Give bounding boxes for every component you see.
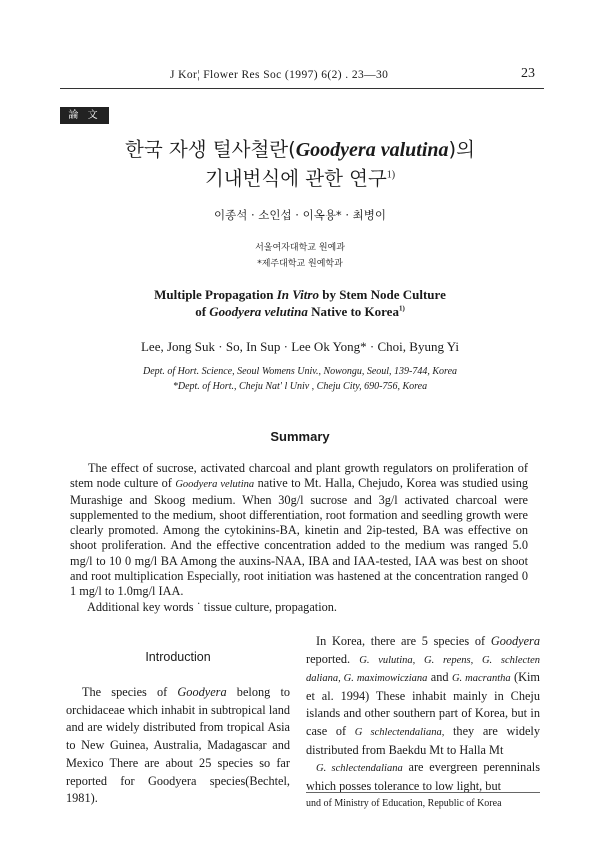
- footnote: und of Ministry of Education, Republic of Korea: [306, 798, 502, 809]
- english-affiliation-1: Dept. of Hort. Science, Seoul Womens Univ., Nowongu, Seoul, 139-744, Korea: [142, 366, 458, 377]
- english-title-line2: [60, 304, 540, 320]
- english-title-line1: [60, 287, 540, 303]
- english-title-text: Multiple Propagation: [154, 287, 277, 302]
- page-number: 23: [521, 66, 535, 81]
- body-species: G. schlectendaliana: [316, 763, 403, 775]
- summary-text: native to Mt. Halla, Chejudo, Korea was studied using Murashige and Skoog medium. When 30g/l sucrose and 3g/l activated charcoal were supplemented to the medium, shoot differentiation, root formation and seedling growth were clearly promoted. Among the cytokinins-BA, kinetin and 2ip-tested, BA was effective on shoot proliferation. And the effective concentration added to the medium was ranged 5.0 mg/l to 10 0 mg/l BA Among the auxins-NAA, IBA and IAA-tested, IAA was best on shoot and root multiplication Especially, root initiation was hastened at the concentration ranged 0 1 mg/l to 1.0mg/l IAA.: [70, 476, 529, 599]
- body-text: and: [427, 670, 452, 685]
- footnote-divider: [306, 792, 540, 793]
- english-title-footnote-mark: 1): [398, 304, 405, 313]
- summary-body: [70, 461, 528, 600]
- journal-citation: J Kor¦ Flower Res Soc (1997) 6(2) . 23—30: [170, 69, 389, 81]
- summary-text: The effect of sucrose, activated charcoal and plant growth regulators on proliferation of stem node culture of: [70, 461, 528, 491]
- english-title-text: Native to Korea: [307, 304, 399, 319]
- right-column-text: [306, 633, 540, 795]
- intro-genus: Goodyera: [177, 685, 227, 699]
- body-text: reported.: [306, 651, 360, 666]
- korean-title-line1: [60, 134, 540, 162]
- body-species: G. vulutina, G. repens, G. schlecten daliana, G. maximowicziana: [306, 654, 540, 685]
- english-title-text: by Stem Node Culture: [318, 287, 446, 302]
- korean-title-line2: [60, 163, 540, 191]
- english-title-italic: In Vitro: [276, 287, 319, 302]
- introduction-paragraph: [66, 684, 290, 808]
- english-title-italic: Goodyera velutina: [209, 304, 308, 319]
- summary-species: Goodyera velutina: [175, 479, 255, 491]
- korean-title-prefix: 한국 자생 털사철란(: [125, 138, 296, 161]
- korean-affiliation-1: 서울여자대학교 원예과: [255, 243, 345, 253]
- body-text: are evergreen perenninals which posses tolerance to low light, but: [306, 760, 540, 793]
- intro-text: The species of: [82, 685, 178, 699]
- body-species: G schlectendaliana,: [354, 726, 445, 738]
- english-authors: Lee, Jong Suk · So, In Sup · Lee Ok Yong* · Choi, Byung Yi: [140, 339, 460, 354]
- korean-authors: 이종석 · 소인섭 · 이옥용* · 최병이: [214, 208, 386, 222]
- body-text: In Korea, there are 5 species of: [316, 634, 491, 648]
- header-divider: [60, 88, 544, 89]
- body-text: they are widely distributed from Baekdu Mt to Halla Mt: [306, 723, 540, 757]
- intro-text: belong to orchidaceae which inhabit in subtropical land and are widely distributed from tropical Asia to New Guinea, Australia, Madagascar and Mexico There are about 25 species so far reported for Goodyera species(Bechtel, 1981).: [66, 685, 291, 806]
- korean-title-footnote-mark: 1): [386, 169, 396, 181]
- section-tag: 論 文: [60, 107, 109, 124]
- body-text: (Kim et al. 1994) These inhabit mainly in Cheju islands and other southern part of Korea, but in case of: [306, 670, 540, 738]
- korean-title-latin: Goodyera valutina: [295, 139, 449, 161]
- introduction-heading: Introduction: [145, 650, 211, 664]
- summary-heading: Summary: [270, 429, 330, 444]
- body-species: G. macrantha: [451, 673, 511, 685]
- korean-affiliation-2: *제주대학교 원예학과: [257, 259, 343, 269]
- english-affiliation-2: *Dept. of Hort., Cheju Nat' l Univ , Cheju City, 690-756, Korea: [172, 381, 428, 392]
- korean-title-suffix: )의: [448, 138, 475, 161]
- english-title-text: of: [195, 304, 210, 319]
- korean-title-line2-text: 기내번식에 관한 연구: [204, 167, 387, 190]
- body-species: Goodyera: [490, 634, 540, 648]
- keywords: Additional key words ˙ tissue culture, propagation.: [87, 600, 337, 614]
